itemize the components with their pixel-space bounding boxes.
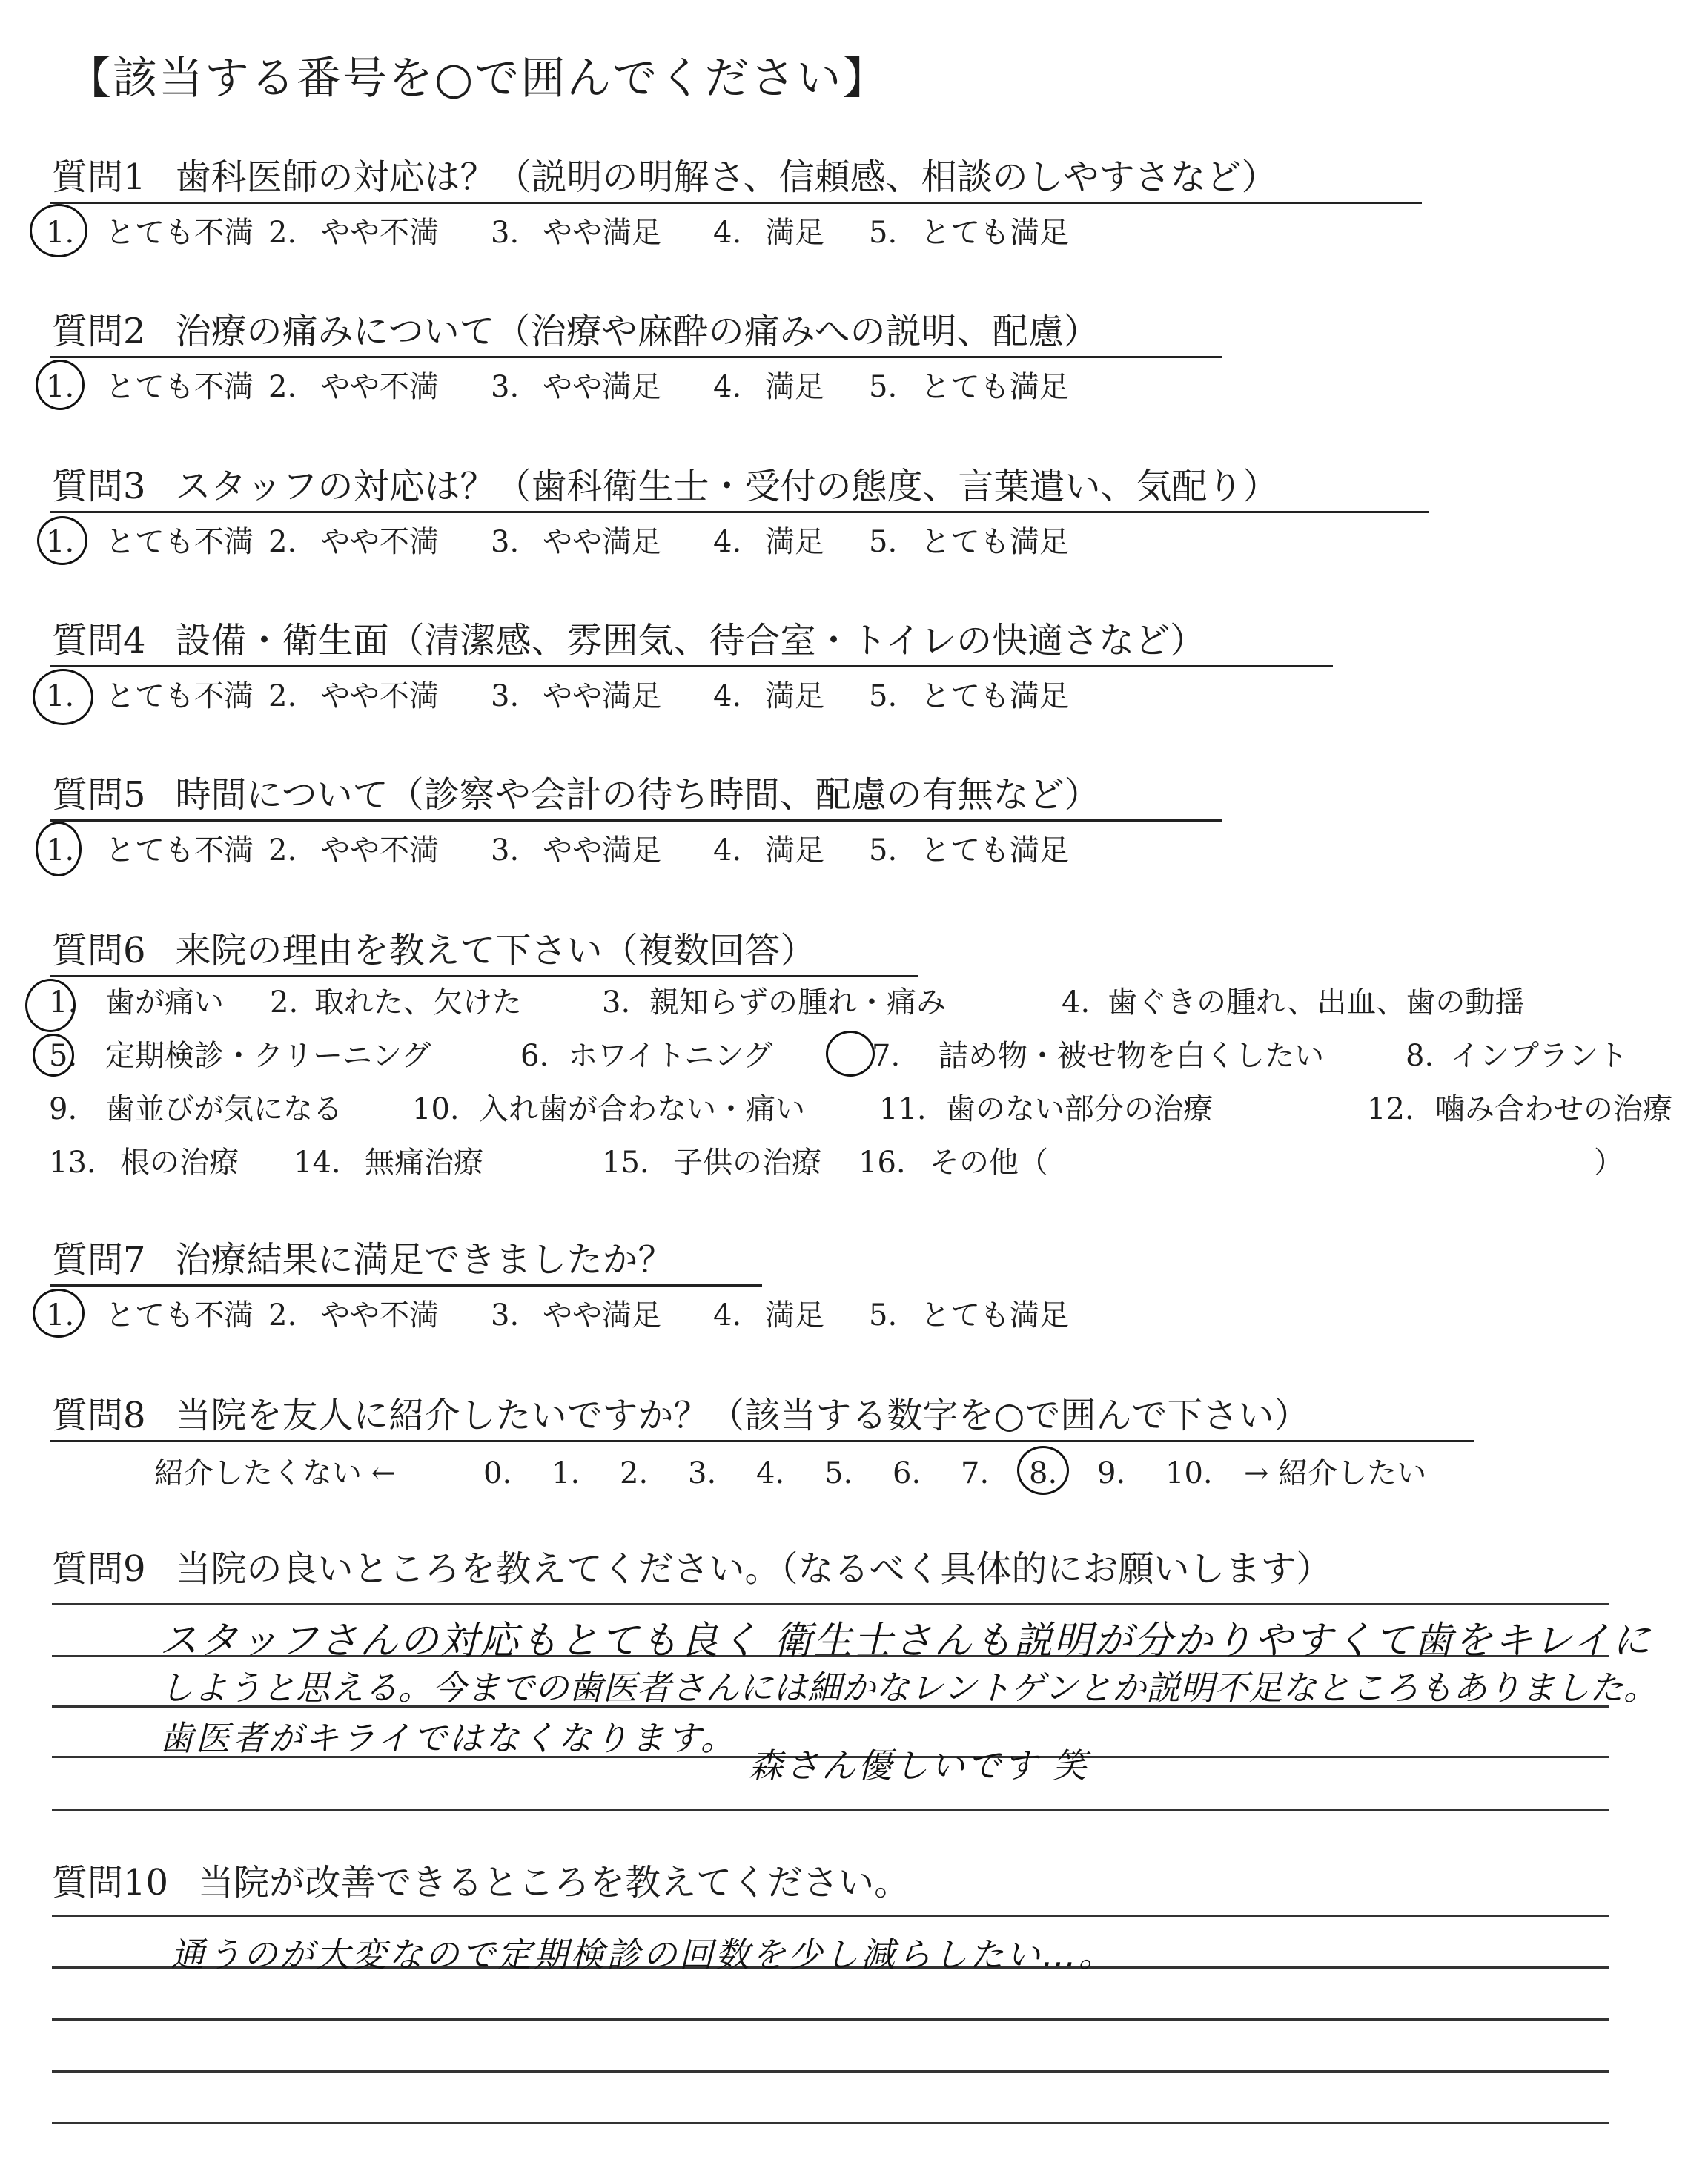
- option-number[interactable]: 2.: [268, 216, 297, 250]
- question-8: [52, 1387, 1309, 1438]
- answer-scale-q7: [46, 1292, 1069, 1334]
- answer-line: [52, 1809, 1609, 1811]
- selected-circle: [1017, 1446, 1069, 1495]
- scale-number[interactable]: 9.: [1097, 1456, 1126, 1490]
- option-number[interactable]: 2.: [268, 679, 297, 713]
- option-label[interactable]: とても不満: [105, 525, 254, 559]
- option-label[interactable]: とても満足: [921, 833, 1069, 868]
- reason-label[interactable]: 詰め物・被せ物を白くしたい: [939, 1039, 1324, 1073]
- option-number[interactable]: 1.: [46, 216, 75, 250]
- selected-circle: [36, 822, 82, 876]
- reason-number[interactable]: 9.: [49, 1092, 78, 1126]
- option-label[interactable]: やや満足: [543, 679, 661, 713]
- question-label: 質問8: [52, 1395, 146, 1436]
- question-label: 質問2: [52, 311, 146, 352]
- recommend-scale: [154, 1450, 1426, 1492]
- reason-label[interactable]: その他（: [930, 1146, 1048, 1180]
- reason-number[interactable]: 14.: [294, 1146, 341, 1180]
- option-number[interactable]: 1.: [46, 679, 75, 713]
- scale-number[interactable]: 7.: [961, 1456, 990, 1490]
- reason-label[interactable]: 定期検診・クリーニング: [105, 1039, 431, 1073]
- option-number[interactable]: 5.: [869, 1298, 898, 1332]
- option-label[interactable]: やや不満: [320, 216, 439, 250]
- reason-number[interactable]: 16.: [858, 1146, 906, 1180]
- reason-number[interactable]: 2.: [270, 985, 299, 1020]
- option-label[interactable]: とても不満: [105, 833, 254, 868]
- option-number[interactable]: 1.: [46, 525, 75, 559]
- handwritten-answer-line: 森さん優しいです 笑: [749, 1745, 1089, 1786]
- option-number[interactable]: 1.: [46, 370, 75, 404]
- option-label[interactable]: 満足: [765, 525, 824, 559]
- question-6: [52, 922, 816, 973]
- option-label[interactable]: やや不満: [320, 370, 439, 404]
- option-number[interactable]: 4.: [713, 1298, 742, 1332]
- option-number[interactable]: 5.: [869, 216, 898, 250]
- option-label[interactable]: やや不満: [320, 833, 439, 868]
- divider: [50, 665, 1333, 667]
- option-label[interactable]: やや不満: [320, 679, 439, 713]
- reason-number[interactable]: 10.: [412, 1092, 460, 1126]
- option-label[interactable]: とても満足: [921, 679, 1069, 713]
- scale-number[interactable]: 0.: [483, 1456, 512, 1490]
- divider: [50, 819, 1222, 822]
- option-number[interactable]: 2.: [268, 525, 297, 559]
- reason-number[interactable]: 12.: [1367, 1092, 1414, 1126]
- option-label[interactable]: やや満足: [543, 370, 661, 404]
- answer-scale-q3: [46, 518, 1069, 561]
- question-text: 来院の理由を教えて下さい（複数回答）: [175, 930, 816, 971]
- reason-number[interactable]: 15.: [602, 1146, 649, 1180]
- question-5: [52, 766, 1100, 817]
- question-label: 質問10: [52, 1862, 169, 1903]
- reason-number[interactable]: 4.: [1062, 985, 1090, 1020]
- option-number[interactable]: 3.: [491, 1298, 520, 1332]
- option-number[interactable]: 5.: [869, 370, 898, 404]
- option-label[interactable]: 満足: [765, 370, 824, 404]
- option-number[interactable]: 5.: [869, 833, 898, 868]
- option-number[interactable]: 3.: [491, 370, 520, 404]
- scale-left-label: 紹介したくない ←: [154, 1456, 397, 1490]
- reason-label[interactable]: 歯ぐきの腫れ、出血、歯の動揺: [1108, 985, 1525, 1020]
- question-text: 当院を友人に紹介したいですか？（該当する数字を○で囲んで下さい）: [175, 1395, 1310, 1436]
- option-label[interactable]: とても満足: [921, 216, 1069, 250]
- answer-scale-q5: [46, 827, 1069, 869]
- other-close-paren: ）: [1594, 1146, 1623, 1180]
- reason-label[interactable]: 親知らずの腫れ・痛み: [649, 985, 946, 1020]
- scale-number[interactable]: 10.: [1165, 1456, 1213, 1490]
- option-number[interactable]: 2.: [268, 370, 297, 404]
- scale-number[interactable]: 4.: [756, 1456, 785, 1490]
- divider: [50, 975, 918, 977]
- selected-circle: [33, 669, 93, 725]
- option-number[interactable]: 5.: [869, 679, 898, 713]
- question-label: 質問3: [52, 466, 146, 507]
- reason-number[interactable]: 5.: [49, 1039, 78, 1073]
- handwritten-answer-line: 通うのが大変なので定期検診の回数を少し減らしたい…。: [171, 1935, 1115, 1975]
- reason-row-4: [49, 1139, 1048, 1181]
- question-text: スタッフの対応は？（歯科衛生士・受付の態度、言葉遣い、気配り）: [175, 466, 1279, 507]
- divider: [50, 356, 1222, 358]
- handwritten-answer-line: スタッフさんの対応もとても良く 衛生士さんも説明が分かりやすくて歯をキレイに: [159, 1619, 1652, 1663]
- divider: [50, 1284, 762, 1287]
- reason-number[interactable]: 11.: [879, 1092, 927, 1126]
- question-text: 時間について（診察や会計の待ち時間、配慮の有無など）: [175, 774, 1100, 816]
- scale-number[interactable]: 1.: [552, 1456, 580, 1490]
- reason-label[interactable]: インプラント: [1450, 1039, 1628, 1073]
- reason-label[interactable]: 取れた、欠けた: [314, 985, 522, 1020]
- selected-circle: [33, 1289, 85, 1338]
- question-10: [52, 1854, 910, 1905]
- selected-circle: [36, 360, 85, 410]
- option-label[interactable]: やや満足: [543, 1298, 661, 1332]
- option-number[interactable]: 2.: [268, 1298, 297, 1332]
- question-text: 当院が改善できるところを教えてください。: [198, 1862, 910, 1903]
- option-number[interactable]: 4.: [713, 216, 742, 250]
- reason-number[interactable]: 1.: [49, 985, 78, 1020]
- divider: [50, 1440, 1474, 1442]
- option-number[interactable]: 3.: [491, 833, 520, 868]
- option-label[interactable]: やや満足: [543, 216, 661, 250]
- answer-scale-q1: [46, 209, 1069, 251]
- option-label[interactable]: 満足: [765, 833, 824, 868]
- answer-scale-q2: [46, 363, 1069, 406]
- selected-circle: [30, 204, 87, 257]
- handwritten-answer-line: 歯医者がキライではなくなります。: [159, 1718, 737, 1758]
- reason-row-1: [49, 979, 1524, 1021]
- scale-number[interactable]: 8.: [1029, 1456, 1058, 1490]
- answer-line: [52, 1915, 1609, 1917]
- reason-label[interactable]: 噛み合わせの治療: [1435, 1092, 1672, 1126]
- option-label[interactable]: とても不満: [105, 679, 254, 713]
- answer-scale-q4: [46, 673, 1069, 715]
- reason-number[interactable]: 6.: [520, 1039, 549, 1073]
- question-label: 質問4: [52, 620, 146, 661]
- question-label: 質問7: [52, 1239, 146, 1281]
- option-number[interactable]: 3.: [491, 679, 520, 713]
- reason-number[interactable]: 13.: [49, 1146, 96, 1180]
- option-label[interactable]: とても不満: [105, 1298, 254, 1332]
- selected-circle: [826, 1031, 875, 1077]
- option-number[interactable]: 1.: [46, 833, 75, 868]
- question-label: 質問5: [52, 774, 146, 816]
- answer-line: [52, 2122, 1609, 2124]
- option-label[interactable]: とても満足: [921, 525, 1069, 559]
- reason-label[interactable]: 入れ歯が合わない・痛い: [479, 1092, 805, 1126]
- option-label[interactable]: とても満足: [921, 370, 1069, 404]
- question-label: 質問1: [52, 156, 146, 198]
- question-label: 質問6: [52, 930, 146, 971]
- option-label[interactable]: 満足: [765, 679, 824, 713]
- option-label[interactable]: とても満足: [921, 1298, 1069, 1332]
- reason-number[interactable]: 7.: [872, 1039, 901, 1073]
- question-text: 治療の痛みについて（治療や麻酔の痛みへの説明、配慮）: [175, 311, 1099, 352]
- option-label[interactable]: やや不満: [320, 525, 439, 559]
- option-label[interactable]: やや不満: [320, 1298, 439, 1332]
- reason-label[interactable]: ホワイトニング: [568, 1039, 773, 1073]
- reason-number[interactable]: 8.: [1406, 1039, 1434, 1073]
- option-number[interactable]: 3.: [491, 525, 520, 559]
- divider: [50, 202, 1422, 204]
- option-label[interactable]: とても不満: [105, 370, 254, 404]
- divider: [50, 511, 1429, 513]
- question-text: 設備・衛生面（清潔感、雰囲気、待合室・トイレの快適さなど）: [175, 620, 1206, 661]
- option-label[interactable]: 満足: [765, 216, 824, 250]
- reason-number[interactable]: 3.: [602, 985, 631, 1020]
- option-label[interactable]: 満足: [765, 1298, 824, 1332]
- option-number[interactable]: 4.: [713, 679, 742, 713]
- option-number[interactable]: 5.: [869, 525, 898, 559]
- page-title: 【該当する番号を○で囲んでください】: [67, 53, 889, 105]
- answer-line: [52, 2070, 1609, 2073]
- question-2: [52, 303, 1099, 354]
- reason-label[interactable]: 歯のない部分の治療: [946, 1092, 1213, 1126]
- scale-right-label: → 紹介したい: [1244, 1456, 1427, 1490]
- selected-circle: [37, 516, 87, 565]
- scale-number[interactable]: 6.: [893, 1456, 921, 1490]
- option-number[interactable]: 1.: [46, 1298, 75, 1332]
- question-3: [52, 458, 1279, 509]
- question-1: [52, 148, 1277, 199]
- reason-label[interactable]: 子供の治療: [673, 1146, 821, 1180]
- reason-label[interactable]: 歯が痛い: [105, 985, 224, 1020]
- option-number[interactable]: 4.: [713, 525, 742, 559]
- scale-number[interactable]: 2.: [620, 1456, 649, 1490]
- selected-circle: [33, 1034, 74, 1077]
- question-text: 歯科医師の対応は？（説明の明解さ、信頼感、相談のしやすさなど）: [175, 156, 1277, 198]
- question-text: 当院の良いところを教えてください。（なるべく具体的にお願いします）: [175, 1548, 1332, 1590]
- handwritten-answer-line: しようと思える。今までの歯医者さんには細かなレントゲンとか説明不足なところもありました。: [159, 1668, 1658, 1708]
- question-text: 治療結果に満足できましたか？: [175, 1239, 674, 1281]
- option-label[interactable]: とても不満: [105, 216, 254, 250]
- reason-row-3: [49, 1086, 1672, 1128]
- reason-label[interactable]: 歯並びが気になる: [105, 1092, 342, 1126]
- question-7: [52, 1231, 674, 1282]
- scale-number[interactable]: 3.: [688, 1456, 717, 1490]
- option-label[interactable]: やや満足: [543, 833, 661, 868]
- reason-label[interactable]: 無痛治療: [365, 1146, 483, 1180]
- question-4: [52, 612, 1205, 663]
- question-9: [52, 1540, 1332, 1591]
- question-label: 質問9: [52, 1548, 146, 1590]
- scale-number[interactable]: 5.: [824, 1456, 853, 1490]
- option-label[interactable]: やや満足: [543, 525, 661, 559]
- answer-line: [52, 2018, 1609, 2021]
- selected-circle: [25, 979, 76, 1032]
- answer-line: [52, 1603, 1609, 1605]
- reason-label[interactable]: 根の治療: [120, 1146, 239, 1180]
- option-number[interactable]: 2.: [268, 833, 297, 868]
- option-number[interactable]: 4.: [713, 370, 742, 404]
- option-number[interactable]: 3.: [491, 216, 520, 250]
- option-number[interactable]: 4.: [713, 833, 742, 868]
